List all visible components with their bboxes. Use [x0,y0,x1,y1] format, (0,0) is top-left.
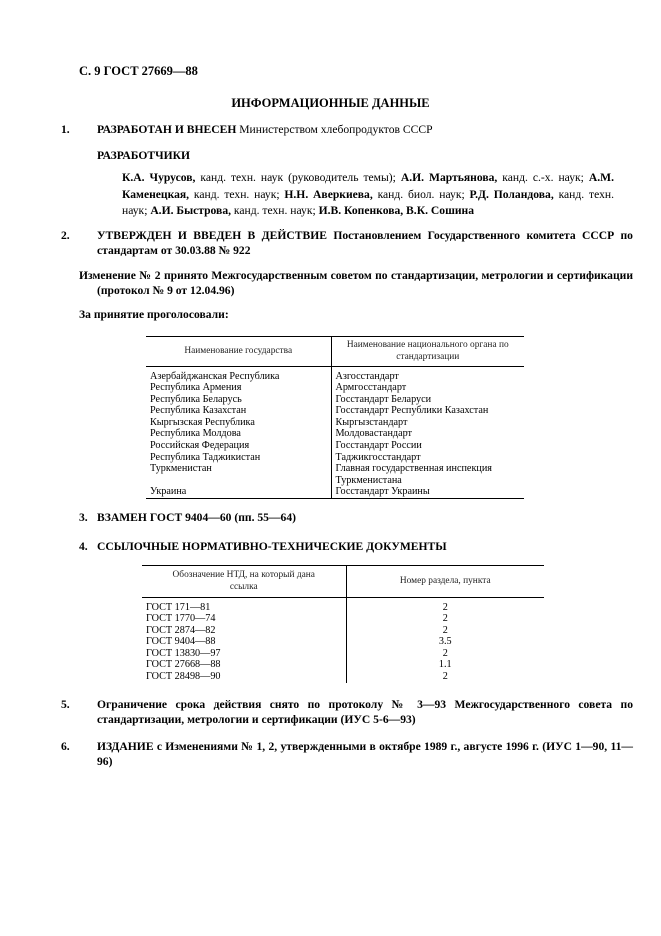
table-row [142,613,544,625]
section-3-text: ГОСТ 9404—60 (пп. 55—64) [146,511,297,524]
voting-table [146,336,524,499]
table-cell: 2 [346,671,544,683]
section-3-heading: ВЗАМЕН [97,511,147,524]
section-6-heading: ИЗДАНИЕ [97,740,154,753]
section-5-text: Ограничение срока действия снято по протоколу № 3—93 Межгосударственного совета по стандартизации, метрологии и сертификации (ИУС 5-6—93) [97,698,633,726]
table-cell: Госстандарт Республики Казахстан [331,405,524,417]
table-row [146,440,524,452]
voting-table-body [146,367,524,499]
table-header-body: Наименование национального органа по стандартизации [331,337,524,367]
table-row [146,382,524,394]
developer-name: К.А. Чурусов, [122,171,196,184]
table-cell: 2 [346,613,544,625]
section-3 [79,510,296,525]
table-cell: Молдовастандарт [331,428,524,440]
developer-degree: канд. с.-х. наук; [497,171,589,184]
table-cell: ГОСТ 13830—97 [146,647,221,659]
table-cell: Туркменистан [150,463,212,475]
section-6-number: 6. [61,740,70,753]
section-5 [61,697,633,727]
section-1-heading: РАЗРАБОТАН И ВНЕСЕН [97,123,237,136]
table-row [142,671,544,683]
table-cell: Республика Беларусь [150,393,242,405]
developer-name: А.И. Мартьянова, [400,171,498,184]
developer-name: А.М. Каменецкая, [122,171,614,201]
section-1 [61,122,637,137]
amendment-heading: Изменение № 2 [79,269,161,282]
table-cell: 3.5 [346,636,544,648]
developer-name: Р.Д. Поландова, [469,187,554,201]
table-cell: 1.1 [346,659,544,671]
table-row [142,659,544,671]
table-row [142,625,544,637]
section-4-number: 4. [79,540,88,553]
references-table [142,565,544,683]
table-cell: Госстандарт Беларуси [331,394,524,406]
section-5-number: 5. [61,698,70,711]
table-row [146,428,524,440]
references-table-body [142,598,544,683]
section-2 [61,228,633,258]
table-cell: Республика Казахстан [150,405,247,417]
table-cell: Армгосстандарт [331,382,524,394]
table-cell: Главная государственная инспекция Туркменистана [331,463,524,486]
section-6 [61,739,633,769]
table-header-state: Наименование государства [184,345,293,356]
section-2-text: Постановлением Государственного комитета СССР по стандартам от 30.03.88 № 922 [97,229,633,257]
developer-name: А.И. Быстрова, [150,204,232,217]
developer-name: Н.Н. Аверкиева, [284,187,373,201]
section-4 [79,539,447,554]
table-cell: Кыргызская Республика [150,416,255,428]
table-cell: Республика Молдова [150,428,241,440]
table-cell: Азербайджанская Республика [150,370,280,382]
table-cell: ГОСТ 28498—90 [146,671,221,683]
table-cell: Азгосстандарт [331,371,524,383]
table-cell: 2 [346,602,544,614]
table-row [146,394,524,406]
table-row [142,636,544,648]
developer-degree: канд. техн. наук; [122,187,614,217]
developers-heading: РАЗРАБОТЧИКИ [97,149,191,162]
table-cell: Республика Армения [150,382,242,394]
table-row [142,648,544,660]
amendment-note [79,268,633,298]
section-1-number: 1. [61,123,70,136]
section-3-number: 3. [79,511,88,524]
table-cell: Госстандарт России [331,440,524,452]
page-title: ИНФОРМАЦИОННЫЕ ДАННЫЕ [231,96,430,110]
section-6-text: с Изменениями № 1, 2, утвержденными в октябре 1989 г., августе 1996 г. (ИУС 1—90, 11—96) [97,740,633,768]
section-2-heading: УТВЕРЖДЕН И ВВЕДЕН В ДЕЙСТВИЕ [97,229,327,242]
table-cell: Украина [150,486,187,498]
developer-degree: канд. техн. наук; [231,204,319,217]
developer-degree: канд. техн. наук; [189,187,285,201]
amendment-text: принято Межгосударственным советом по стандартизации, метрологии и сертификации (протокол № 9 от 12.04.96) [97,269,633,297]
developer-name: И.В. Копенкова, В.К. Сошина [318,204,475,217]
table-cell: 2 [346,625,544,637]
table-row [146,463,524,486]
section-2-number: 2. [61,229,70,242]
table-cell: ГОСТ 9404—88 [146,636,216,648]
table-row [146,452,524,464]
table-row [142,602,544,614]
voting-label: За принятие проголосовали: [79,308,229,321]
table-cell: ГОСТ 171—81 [146,601,211,613]
table-row [146,371,524,383]
table-cell: Республика Таджикистан [150,451,261,463]
table-cell: Госстандарт Украины [331,486,524,498]
table-header-document: Обозначение НТД, на который дана ссылка [172,570,315,592]
developer-degree: канд. техн. наук (руководитель темы); [195,171,401,184]
developers-list [122,170,614,220]
table-cell: ГОСТ 27668—88 [146,659,221,671]
table-row [146,417,524,429]
table-row [146,486,524,498]
table-cell: ГОСТ 1770—74 [146,613,216,625]
table-cell: Кыргызстандарт [331,417,524,429]
table-row [146,405,524,417]
table-cell: Российская Федерация [150,440,250,452]
section-1-text: Министерством хлебопродуктов СССР [236,123,433,136]
table-cell: Таджикгосстандарт [331,452,524,464]
section-4-heading: ССЫЛОЧНЫЕ НОРМАТИВНО-ТЕХНИЧЕСКИЕ ДОКУМЕНТЫ [97,540,447,553]
table-header-section: Номер раздела, пункта [346,566,544,598]
table-cell: 2 [346,648,544,660]
table-cell: ГОСТ 2874—82 [146,624,216,636]
developer-degree: канд. биол. наук; [372,187,470,201]
page-header: С. 9 ГОСТ 27669—88 [79,64,198,78]
